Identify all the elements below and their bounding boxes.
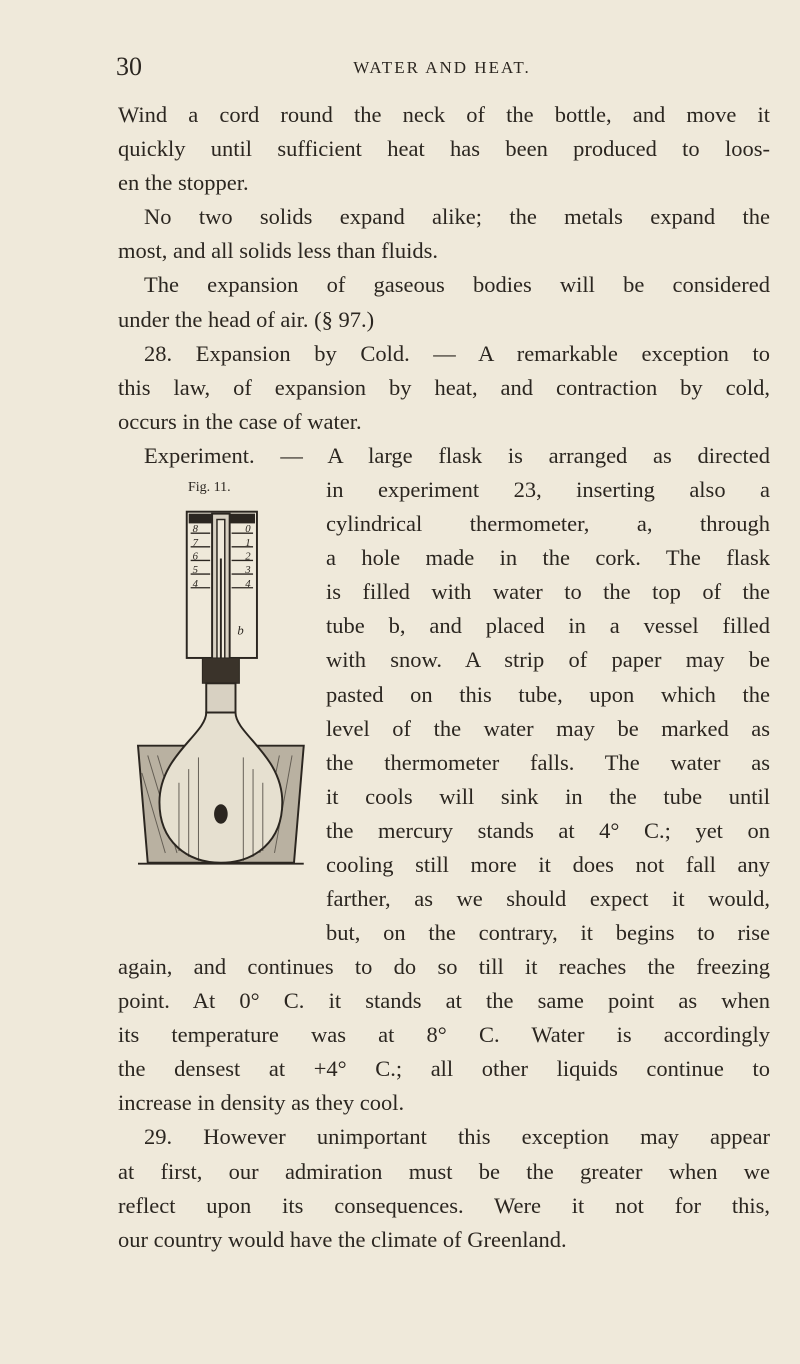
text-line: quickly until sufficient heat has been produced to loos-	[118, 136, 770, 162]
text-line: tube b, and placed in a vessel filled	[326, 613, 770, 639]
scale-mark: 4	[245, 577, 251, 590]
text-line: point. At 0° C. it stands at the same point as when	[118, 988, 770, 1014]
text-line: its temperature was at 8° C. Water is accordingly	[118, 1022, 770, 1048]
running-head: WATER AND HEAT.	[353, 58, 531, 77]
text-block-top	[118, 98, 770, 473]
section-28-heading-line: 28. Expansion by Cold. — A remarkable exception to	[144, 340, 770, 366]
cork	[202, 658, 239, 683]
scale-mark: 3	[245, 564, 251, 577]
text-line: again, and continues to do so till it reaches the freezing	[118, 954, 770, 979]
page-number: 30	[116, 52, 142, 81]
scale-mark: 1	[245, 536, 251, 549]
text-line: Wind a cord round the neck of the bottle, and move it	[118, 102, 770, 127]
text-line: in experiment 23, inserting also a	[326, 477, 770, 502]
text-line: but, on the contrary, it begins to rise	[326, 920, 770, 946]
text-line: cooling still more it does not fall any	[326, 852, 770, 878]
scale-mark: 2	[245, 550, 251, 563]
text-line: the mercury stands at 4° C.; yet on	[326, 817, 770, 843]
text-line: the densest at +4° C.; all other liquids continue to	[118, 1056, 770, 1082]
scale-mark: 4	[192, 577, 198, 590]
text-line: occurs in the case of water.	[118, 408, 362, 434]
text-line: at first, our admiration must be the greater when we	[118, 1158, 770, 1184]
scale-mark: 7	[192, 536, 198, 549]
text-line: reflect upon its consequences. Were it not for this,	[118, 1192, 770, 1218]
text-line: cylindrical thermometer, a, through	[326, 511, 770, 537]
experiment-line: Experiment. — A large flask is arranged as directed	[144, 442, 770, 468]
text-line: is filled with water to the top of the	[326, 579, 770, 605]
figure-label: Fig. 11.	[188, 480, 231, 495]
text-line: it cools will sink in the tube until	[326, 783, 770, 809]
text-line: with snow. A strip of paper may be	[326, 647, 770, 673]
scale-mark: 0	[245, 523, 251, 536]
text-line: No two solids expand alike; the metals expand the	[144, 204, 770, 230]
text-line: the thermometer falls. The water as	[326, 749, 770, 775]
text-line: our country would have the climate of Greenland.	[118, 1226, 567, 1252]
text-line: increase in density as they cool.	[118, 1090, 405, 1116]
text-block-bottom	[118, 950, 770, 1257]
flask	[159, 713, 282, 863]
scale-mark: 6	[192, 550, 198, 563]
tube-letter: b	[237, 623, 244, 638]
flask-thermometer-figure	[116, 500, 316, 890]
text-line: under the head of air. (§ 97.)	[118, 306, 375, 332]
text-line: level of the water may be marked as	[326, 715, 770, 741]
text-line: farther, as we should expect it would,	[326, 886, 770, 912]
scale-mark: 8	[192, 523, 198, 536]
text-line: The expansion of gaseous bodies will be considered	[144, 272, 770, 298]
page-header	[116, 52, 768, 92]
section-29-line: 29. However unimportant this exception may appear	[144, 1124, 770, 1150]
text-line: most, and all solids less than fluids.	[118, 238, 438, 264]
text-line: a hole made in the cork. The flask	[326, 545, 770, 571]
text-line: pasted on this tube, upon which the	[326, 681, 770, 707]
text-line: this law, of expansion by heat, and contraction by cold,	[118, 374, 770, 400]
scale-mark: 5	[192, 564, 198, 577]
text-line: en the stopper.	[118, 170, 249, 196]
